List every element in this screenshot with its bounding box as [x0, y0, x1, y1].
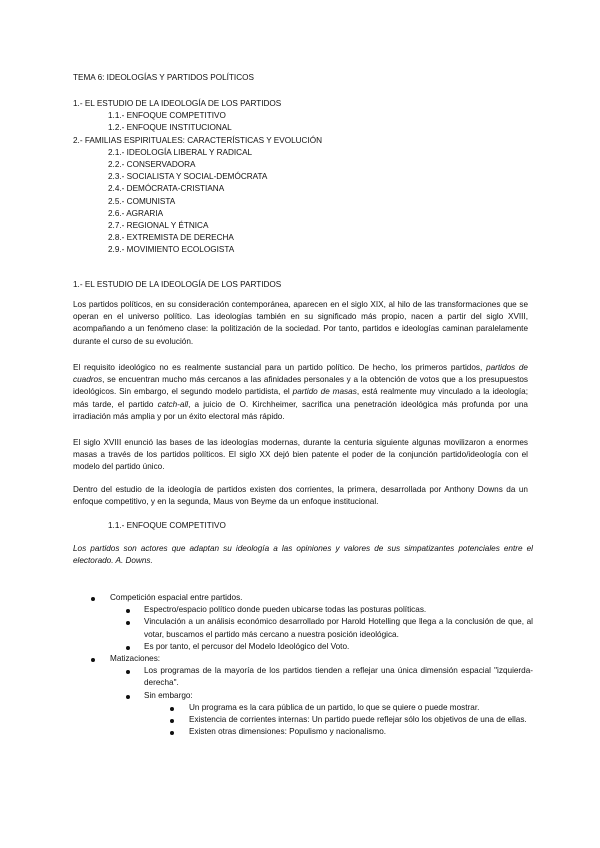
toc-item: 1.2.- ENFOQUE INSTITUCIONAL [108, 123, 232, 133]
document-title: TEMA 6: IDEOLOGÍAS Y PARTIDOS POLÍTICOS [73, 73, 254, 82]
toc-item: 2.3.- SOCIALISTA Y SOCIAL-DEMÓCRATA [108, 172, 268, 182]
bullet-icon [126, 609, 130, 613]
paragraph: El siglo XVIII enunció las bases de las ideologías modernas, durante la centuria siguiente algunas movilizaron a enormes masas a través de los partidos políticos. El siglo XX dejó bien patente el poder de la conjunción partido/ideología con el modelo del partido único. [73, 438, 528, 472]
bullet-icon [126, 646, 130, 650]
bullet-icon [126, 670, 130, 674]
toc-item: 2.5.- COMUNISTA [108, 196, 176, 206]
bullet-icon [170, 707, 174, 711]
bullet-icon [126, 695, 130, 699]
italic-term: partidos de cuadros [73, 363, 528, 385]
toc-item: 2.9.- MOVIMIENTO ECOLOGISTA [108, 245, 235, 255]
list-item [88, 702, 533, 714]
subsection-heading: 1.1.- ENFOQUE COMPETITIVO [108, 521, 226, 530]
paragraph [73, 362, 528, 423]
italic-term: partido de masas [292, 387, 357, 397]
list-item-text: Sin embargo: [144, 690, 193, 700]
paragraph-text: , se encuentran mucho más cercanos a las afinidades personales y a la obtención de votos que a los presupuestos ideológicos. Sin embargo, el segundo modelo partidista, el [73, 375, 528, 397]
list-item-text: Un programa es la cara pública de un partido, lo que se quiere o puede mostrar. [189, 702, 480, 712]
bullet-list [88, 592, 533, 738]
list-item-text: Matizaciones: [110, 654, 161, 664]
toc-item: 1.- EL ESTUDIO DE LA IDEOLOGÍA DE LOS PARTIDOS [73, 99, 282, 108]
list-item-text: Vinculación a un análisis económico desarrollado por Harold Hotelling que llega a la conclusión de que, al votar, buscamos el partido más cercano a nuestra posición ideológica. [144, 617, 533, 639]
list-item [88, 653, 533, 665]
bullet-icon [170, 731, 174, 735]
toc-item: 1.1.- ENFOQUE COMPETITIVO [108, 111, 226, 121]
list-item [88, 641, 533, 653]
list-item [88, 616, 533, 640]
toc-item: 2.8.- EXTREMISTA DE DERECHA [108, 233, 234, 243]
toc-item: 2.2.- CONSERVADORA [108, 160, 196, 170]
italic-term: catch-all [157, 399, 189, 409]
bullet-icon [170, 719, 174, 723]
toc-item: 2.7.- REGIONAL Y ÉTNICA [108, 221, 209, 231]
list-item-text: Competición espacial entre partidos. [110, 593, 243, 602]
list-item-text: Existencia de corrientes internas: Un partido puede reflejar sólo los objetivos de una de ellas. [189, 715, 527, 725]
table-of-contents [73, 98, 543, 257]
list-item [88, 690, 533, 702]
paragraph: Los partidos políticos, en su consideración contemporánea, aparecen en el siglo XIX, al hilo de las transformaciones que se operan en el universo político. Las ideologías también en su significado más propio, nacen a partir del siglo XVIII, acompañando a un fenómeno clase: la politización de la sociedad. Por tanto, partidos e ideologías caminan paralelamente durante el curso de su evolución. [73, 300, 528, 346]
paragraph-text: El requisito ideológico no es realmente sustancial para un partido político. De hecho, los primeros partidos, [73, 363, 487, 372]
list-item [88, 604, 533, 616]
list-item-text: Existen otras dimensiones: Populismo y nacionalismo. [189, 727, 387, 737]
paragraph-text: , está realmente muy vinculado a la ideología; más tarde, el partido [73, 387, 529, 409]
toc-item: 2.6.- AGRARIA [108, 208, 164, 218]
definition-quote: Los partidos son actores que adaptan su ideología a las opiniones y valores de sus simpatizantes potenciales entre el electorado. A. Downs. [73, 544, 533, 566]
list-item [88, 726, 533, 738]
list-item [88, 592, 533, 604]
list-item [88, 665, 533, 689]
toc-item: 2.4.- DEMÓCRATA-CRISTIANA [108, 184, 225, 194]
bullet-icon [91, 658, 95, 662]
toc-item: 2.1.- IDEOLOGÍA LIBERAL Y RADICAL [108, 147, 253, 157]
paragraph-text: , a juicio de O. Kirchheimer, sacrifica una penetración ideológica más profunda por una irradiación más amplia y por un éxito electoral más rápido. [73, 399, 528, 421]
bullet-icon [91, 597, 95, 601]
list-item-text: Espectro/espacio político donde pueden ubicarse todas las posturas políticas. [144, 605, 427, 615]
section-heading: 1.- EL ESTUDIO DE LA IDEOLOGÍA DE LOS PARTIDOS [73, 280, 282, 289]
list-item-text: Los programas de la mayoría de los partidos tienden a reflejar una única dimensión espacial "izquierda-derecha". [144, 666, 533, 688]
bullet-icon [126, 621, 130, 625]
list-item-text: Es por tanto, el percusor del Modelo Ideológico del Voto. [144, 641, 350, 651]
paragraph: Dentro del estudio de la ideología de partidos existen dos corrientes, la primera, desarrollada por Anthony Downs da un enfoque competitivo, y en la segunda, Maus von Beyme da un enfoque institucional. [73, 485, 528, 507]
toc-item: 2.- FAMILIAS ESPIRITUALES: CARACTERÍSTICAS Y EVOLUCIÓN [73, 135, 323, 145]
list-item [88, 714, 533, 726]
